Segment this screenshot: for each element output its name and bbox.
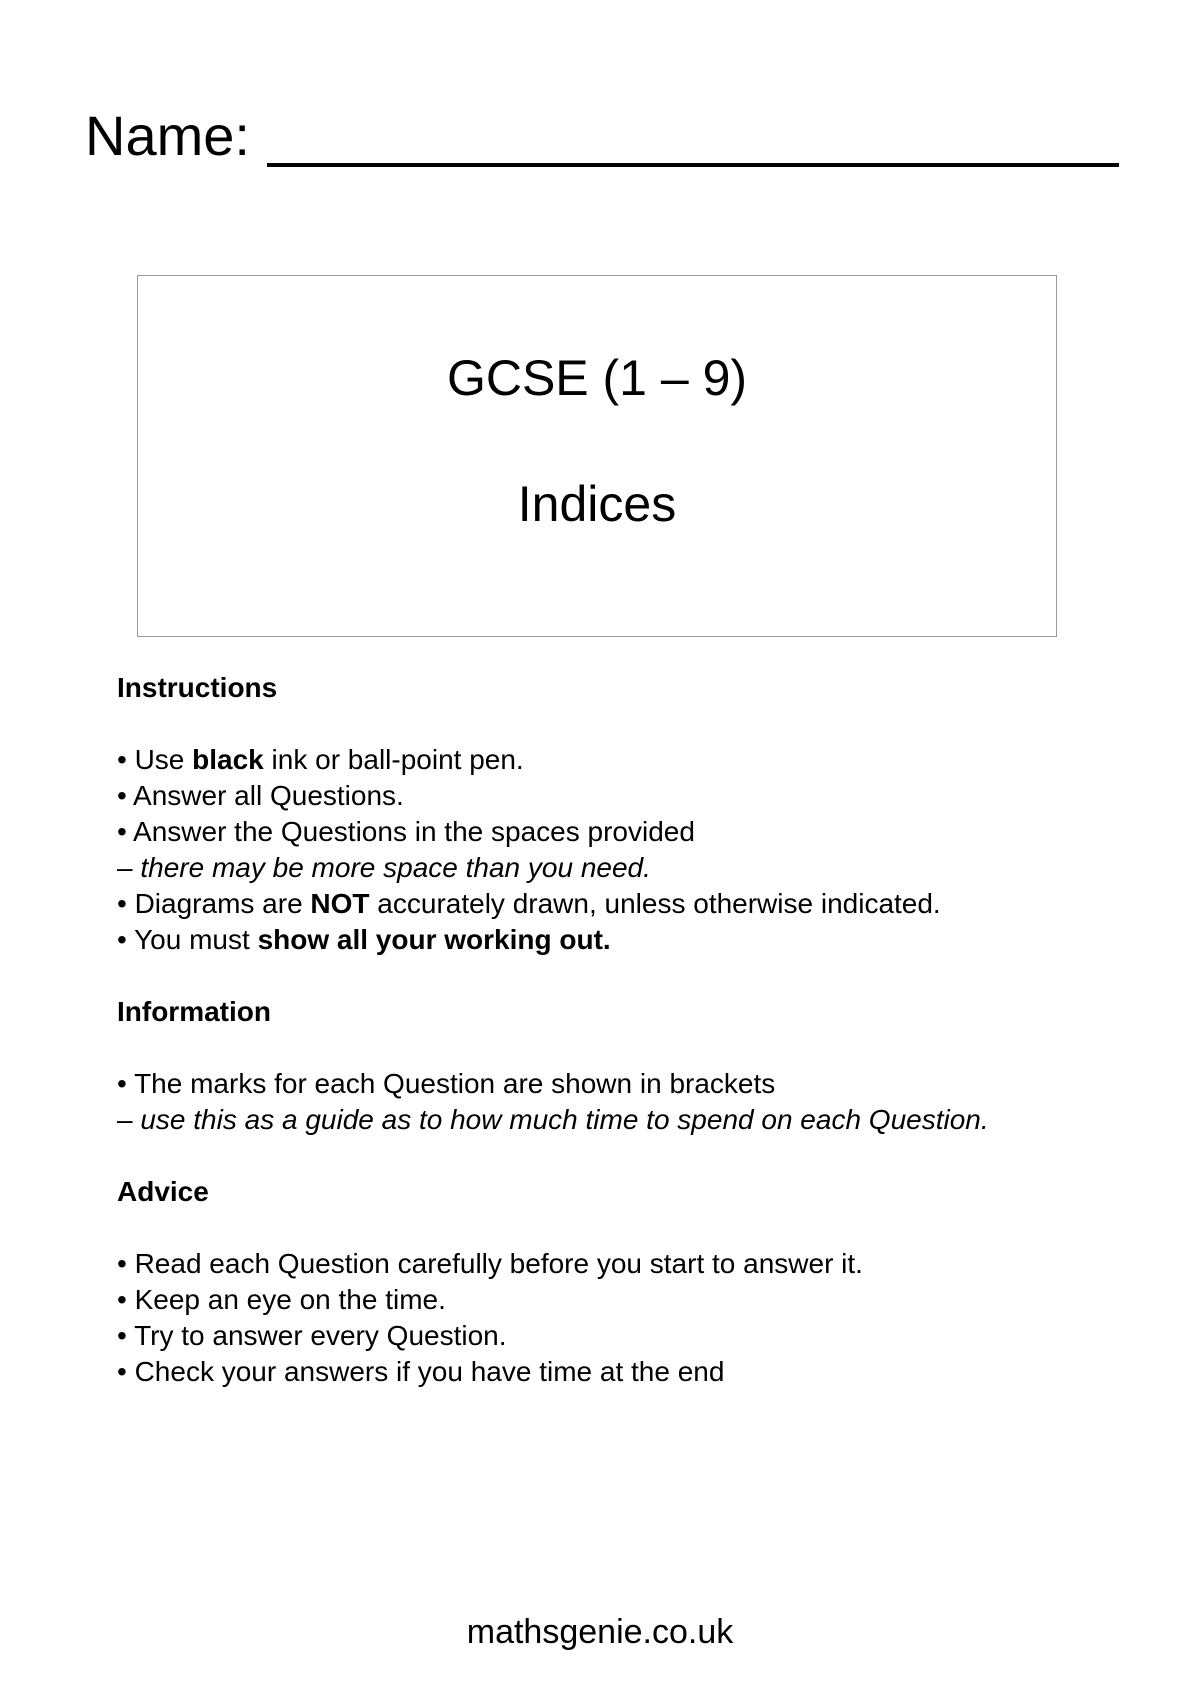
instruction-item: • You must show all your working out. <box>117 924 611 955</box>
instructions-heading: Instructions <box>117 672 278 703</box>
instruction-item: • Use black ink or ball-point pen. <box>117 744 524 775</box>
advice-heading: Advice <box>117 1176 209 1207</box>
qualification-title: GCSE (1 – 9) <box>446 350 748 406</box>
instruction-note: – there may be more space than you need. <box>117 852 651 883</box>
name-field-row <box>85 100 1125 180</box>
advice-item: • Try to answer every Question. <box>117 1320 507 1351</box>
name-label: Name: <box>85 104 250 167</box>
instruction-item: • Diagrams are NOT accurately drawn, unless otherwise indicated. <box>117 888 941 919</box>
information-item: • The marks for each Question are shown in brackets <box>117 1068 776 1099</box>
instruction-item: • Answer all Questions. <box>117 780 404 811</box>
advice-item: • Check your answers if you have time at the end <box>117 1356 725 1387</box>
instructions-content <box>117 670 1177 1390</box>
name-write-line[interactable] <box>267 163 1119 167</box>
information-heading: Information <box>117 996 271 1027</box>
information-note: – use this as a guide as to how much time to spend on each Question. <box>117 1104 989 1135</box>
advice-item: • Read each Question carefully before you start to answer it. <box>117 1248 863 1279</box>
footer-site: mathsgenie.co.uk <box>466 1613 734 1651</box>
instruction-item: • Answer the Questions in the spaces provided <box>117 816 695 847</box>
title-box <box>137 275 1057 637</box>
topic-title: Indices <box>517 476 677 532</box>
advice-item: • Keep an eye on the time. <box>117 1284 446 1315</box>
